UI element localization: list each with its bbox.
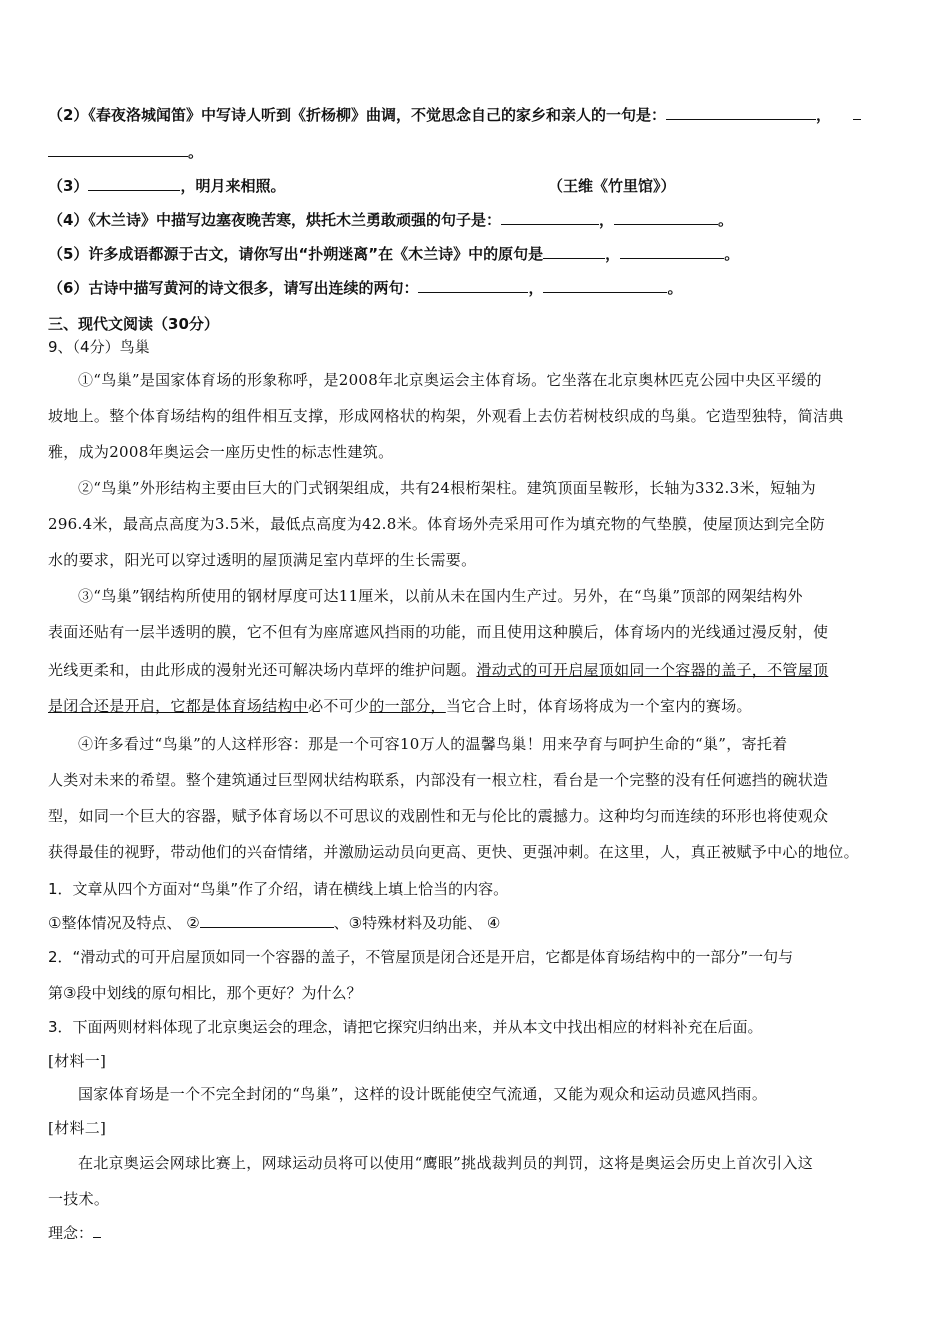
fill-q3-text: ，明月来相照。 bbox=[180, 177, 286, 195]
article-p4-line: 型，如同一个巨大的容器，赋予体育场以不可思议的戏剧性和无与伦比的震撼力。这种均匀而连续的环形也将使观众 bbox=[48, 807, 829, 825]
article-p2-line: 296.4米，最高点高度为3.5米，最低点高度为42.8米。体育场外壳采用可作为填充物的气垫膜，使屋顶达到完全防 bbox=[48, 515, 825, 533]
answer-blank[interactable] bbox=[48, 142, 188, 157]
question-3: 3．下面两则材料体现了北京奥运会的理念，请把它探究归纳出来，并从本文中找出相应的材料补充在后面。 bbox=[48, 1018, 763, 1036]
article-p3-line: 光线更柔和，由此形成的漫射光还可解决场内草坪的维护问题。滑动式的可开启屋顶如同一个容器的盖子，不管屋顶 bbox=[48, 661, 829, 679]
fill-q2-line2: 。 bbox=[48, 141, 203, 162]
article-p2-line: 水的要求，阳光可以穿过透明的屋顶满足室内草坪的生长需要。 bbox=[48, 551, 477, 569]
answer-blank[interactable] bbox=[853, 105, 861, 120]
article-p3-line: ③“鸟巢”钢结构所使用的钢材厚度可达11厘米，以前从未在国内生产过。另外，在“鸟巢”顶部的网架结构外 bbox=[78, 587, 803, 605]
material-2-text: 在北京奥运会网球比赛上，网球运动员将可以使用“鹰眼”挑战裁判员的判罚，这将是奥运会历史上首次引入这 bbox=[78, 1154, 814, 1172]
fill-q6: （6）古诗中描写黄河的诗文很多，请写出连续的两句： ， 。 bbox=[48, 279, 683, 297]
underlined-sentence: 是闭合还是开启，它都是体育场结构中 bbox=[48, 697, 309, 715]
material-1-label: [材料一] bbox=[48, 1052, 107, 1070]
idea-line: 理念： bbox=[48, 1222, 101, 1243]
question-1-blanks: ①整体情况及特点、 ② 、③特殊材料及功能、 ④ bbox=[48, 914, 501, 932]
article-p4-line: 人类对未来的希望。整个建筑通过巨型网状结构联系，内部没有一根立柱，看台是一个完整的没有任何遮挡的碗状造 bbox=[48, 771, 829, 789]
answer-blank[interactable] bbox=[666, 105, 816, 120]
fill-q2-text: （2）《春夜洛城闻笛》中写诗人听到《折杨柳》曲调，不觉思念自己的家乡和亲人的一句是： bbox=[48, 106, 666, 124]
section-heading: 三、现代文阅读（30分） bbox=[48, 315, 219, 333]
question-title: 9、（4分）鸟巢 bbox=[48, 338, 150, 356]
answer-blank[interactable] bbox=[418, 278, 528, 293]
article-p1-line: 坡地上。整个体育场结构的组件相互支撑，形成网格状的构架，外观看上去仿若树枝织成的鸟巢。它造型独特，简洁典 bbox=[48, 407, 844, 425]
answer-blank[interactable] bbox=[93, 1223, 101, 1238]
article-p4-line: ④许多看过“鸟巢”的人这样形容：那是一个可容10万人的温馨鸟巢！用来孕育与呵护生命的“巢”，寄托着 bbox=[78, 735, 788, 753]
article-p3-line: 是闭合还是开启，它都是体育场结构中必不可少的一部分，当它合上时，体育场将成为一个室内的赛场。 bbox=[48, 697, 752, 715]
material-2-text-cont: 一技术。 bbox=[48, 1190, 110, 1208]
answer-blank[interactable] bbox=[543, 278, 667, 293]
article-p4-line: 获得最佳的视野，带动他们的兴奋情绪，并激励运动员向更高、更快、更强冲刺。在这里，人，真正被赋予中心的地位。 bbox=[48, 843, 859, 861]
material-2-label: [材料二] bbox=[48, 1119, 107, 1137]
underlined-sentence: 的一部分， bbox=[369, 697, 446, 715]
material-1-text: 国家体育场是一个不完全封闭的“鸟巢”，这样的设计既能使空气流通，又能为观众和运动员遮风挡雨。 bbox=[78, 1085, 768, 1103]
article-p1-line: 雅，成为2008年奥运会一座历史性的标志性建筑。 bbox=[48, 443, 394, 461]
fill-q5: （5）许多成语都源于古文，请你写出“扑朔迷离”在《木兰诗》中的原句是 ， 。 bbox=[48, 245, 740, 263]
answer-blank[interactable] bbox=[88, 176, 180, 191]
article-p2-line: ②“鸟巢”外形结构主要由巨大的门式钢架组成，共有24根桁架柱。建筑顶面呈鞍形，长轴为332.3米，短轴为 bbox=[78, 479, 816, 497]
answer-blank[interactable] bbox=[200, 913, 334, 928]
question-2-cont: 第③段中划线的原句相比，那个更好？为什么？ bbox=[48, 984, 362, 1002]
article-p3-line: 表面还贴有一层半透明的膜，它不但有为座席遮风挡雨的功能，而且使用这种膜后，体育场内的光线通过漫反射，使 bbox=[48, 623, 829, 641]
fill-q4: （4）《木兰诗》中描写边塞夜晚苦寒，烘托木兰勇敢顽强的句子是： ， 。 bbox=[48, 211, 733, 229]
answer-blank[interactable] bbox=[620, 244, 724, 259]
question-1: 1．文章从四个方面对“鸟巢”作了介绍，请在横线上填上恰当的内容。 bbox=[48, 880, 509, 898]
question-2: 2．“滑动式的可开启屋顶如同一个容器的盖子，不管屋顶是闭合还是开启，它都是体育场结构中的一部分”一句与 bbox=[48, 948, 794, 966]
answer-blank[interactable] bbox=[614, 210, 718, 225]
answer-blank[interactable] bbox=[543, 244, 605, 259]
underlined-sentence: 滑动式的可开启屋顶如同一个容器的盖子，不管屋顶 bbox=[476, 661, 829, 679]
answer-blank[interactable] bbox=[501, 210, 599, 225]
fill-q3-source: （王维《竹里馆》） bbox=[548, 177, 676, 195]
fill-q3: （3） ，明月来相照。 bbox=[48, 177, 286, 195]
article-p1-line: ①“鸟巢”是国家体育场的形象称呼，是2008年北京奥运会主体育场。它坐落在北京奥林匹克公园中央区平缓的 bbox=[78, 371, 822, 389]
fill-q2-line1: （2）《春夜洛城闻笛》中写诗人听到《折杨柳》曲调，不觉思念自己的家乡和亲人的一句是： ， bbox=[48, 104, 861, 125]
